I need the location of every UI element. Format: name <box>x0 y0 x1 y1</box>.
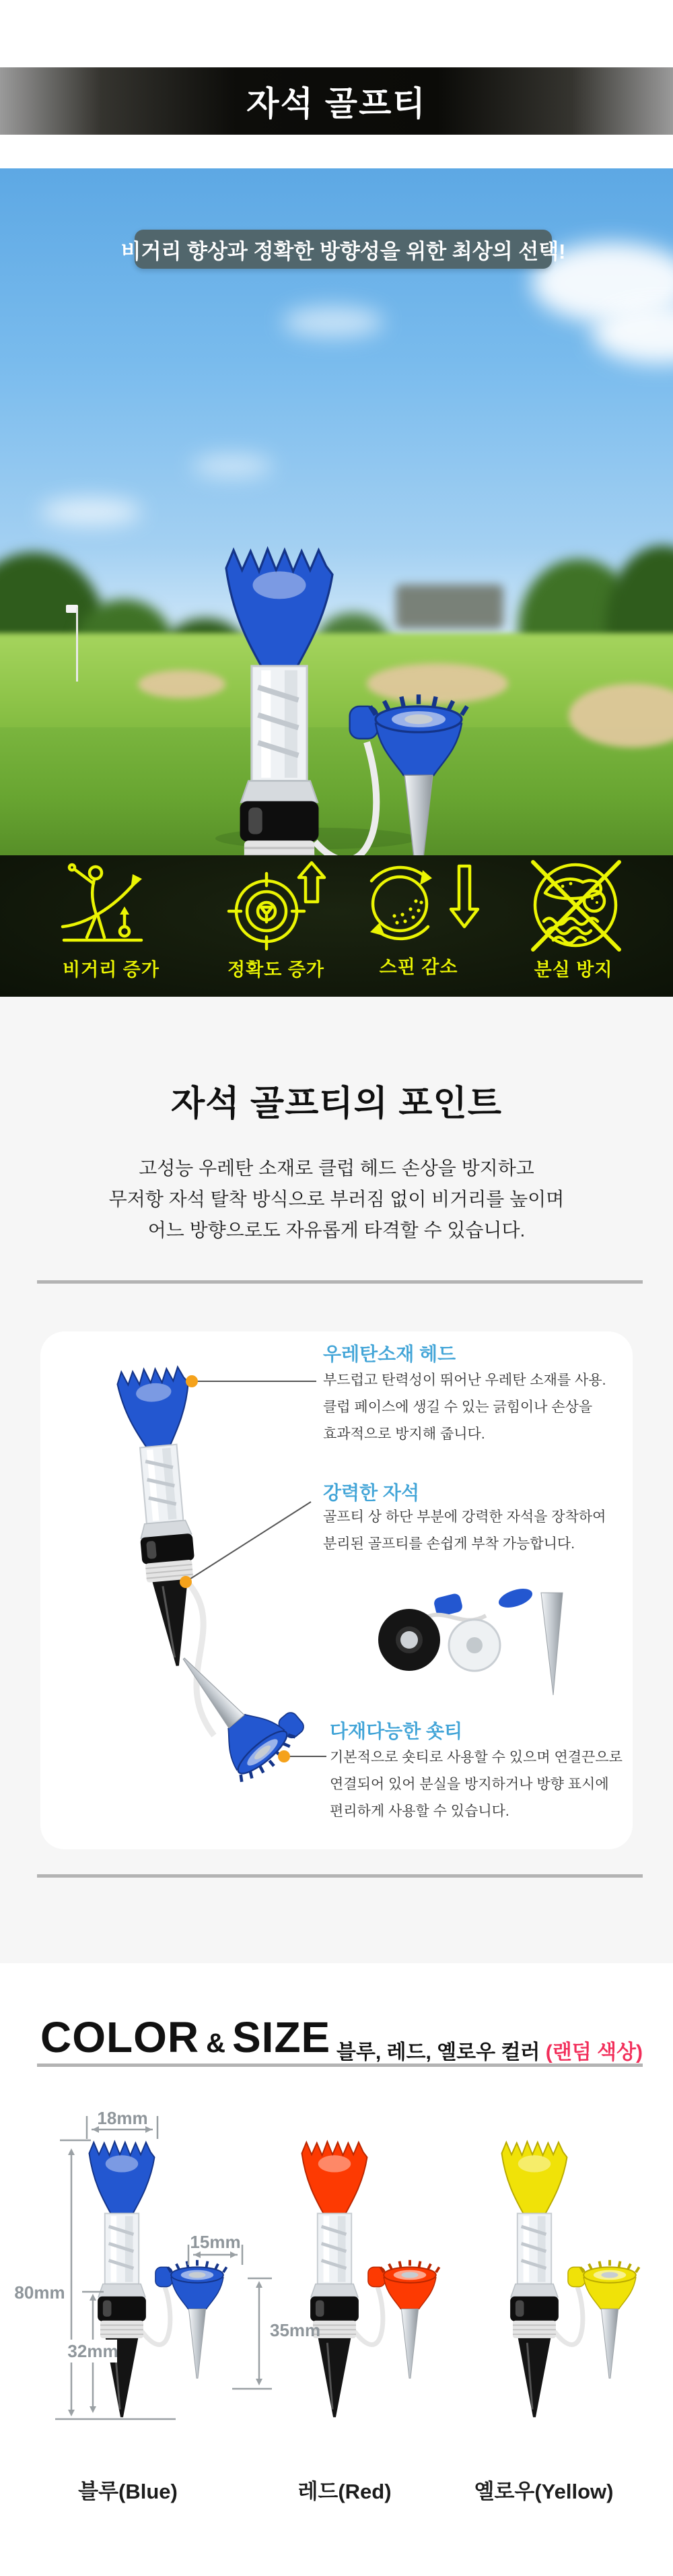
random-color-note: (랜덤 색상) <box>545 2041 643 2063</box>
feature-title: 다재다능한 숏티 <box>330 1721 463 1742</box>
color-size-title-amp: & <box>206 2028 225 2058</box>
color-size-title <box>40 2012 330 2062</box>
product-label-red: 레드(Red) <box>297 2480 392 2503</box>
benefit-label: 정확도 증가 <box>227 960 324 980</box>
product-label-yellow: 옐로우(Yellow) <box>474 2480 614 2503</box>
short-tee-blue <box>155 2260 227 2379</box>
section-divider <box>37 1280 643 1284</box>
color-size-title-color: COLOR <box>40 2013 200 2061</box>
magnet-parts-photo <box>378 1585 563 1695</box>
size-diagram <box>7 2108 653 2445</box>
page-title: 자석 골프티 <box>246 85 427 123</box>
no-loss-icon <box>518 858 633 957</box>
ball-spin-icon <box>358 861 486 953</box>
feature-line: 편리하게 사용할 수 있습니다. <box>330 1804 509 1819</box>
feature-title: 강력한 자석 <box>323 1482 420 1503</box>
dim-short-height: 35mm <box>270 2320 321 2340</box>
feature-line: 연결되어 있어 분실을 방지하거나 방향 표시에 <box>330 1777 609 1792</box>
feature-line: 분리된 골프티를 손쉽게 부착 가능합니다. <box>323 1536 575 1552</box>
dim-short-head-width: 15mm <box>190 2232 241 2252</box>
benefit-label: 분실 방지 <box>534 960 613 980</box>
points-description-line: 무저항 자석 탈착 방식으로 부러짐 없이 비거리를 높이며 <box>108 1189 565 1210</box>
feature-body <box>323 1367 606 1448</box>
dim-head-width: 18mm <box>97 2108 148 2128</box>
feature-line: 기본적으로 숏티로 사용할 수 있으며 연결끈으로 <box>330 1750 623 1765</box>
target-accuracy-icon <box>222 859 333 956</box>
hero-main-tee <box>226 549 332 855</box>
short-tee-yellow <box>568 2260 639 2379</box>
feature-line: 클럽 페이스에 생길 수 있는 긁힘이나 손상을 <box>323 1399 593 1415</box>
feature-body <box>330 1744 623 1825</box>
big-tee-red <box>302 2142 367 2417</box>
hero-badge <box>120 230 566 269</box>
benefit-label: 스핀 감소 <box>379 957 458 977</box>
hero-badge-text: 비거리 향상과 정확한 방향성을 위한 최상의 선택! <box>120 239 566 263</box>
card-main-tee <box>116 1366 213 1670</box>
points-description-line: 고성능 우레탄 소재로 클럽 헤드 손상을 방지하고 <box>139 1158 534 1179</box>
color-size-title-size: SIZE <box>232 2013 331 2061</box>
dim-total-height: 80mm <box>14 2282 65 2303</box>
dim-spike-height: 32mm <box>67 2341 118 2361</box>
section-divider <box>37 2063 643 2067</box>
feature-line: 부드럽고 탄력성이 뛰어난 우레탄 소재를 사용. <box>323 1373 606 1388</box>
section-divider <box>37 1874 643 1878</box>
feature-body <box>323 1504 606 1558</box>
feature-line: 골프티 상 하단 부분에 강력한 자석을 장착하여 <box>323 1509 606 1525</box>
big-tee-blue <box>90 2142 155 2417</box>
product-label-blue: 블루(Blue) <box>78 2480 178 2503</box>
benefit-label: 비거리 증가 <box>63 960 160 980</box>
feature-title: 우레탄소재 헤드 <box>323 1344 456 1364</box>
big-tee-yellow <box>502 2142 567 2417</box>
benefits-band <box>0 855 673 997</box>
header-bar <box>0 67 673 135</box>
color-options-text: 블루, 레드, 옐로우 컬러 <box>336 2041 546 2063</box>
points-description-line: 어느 방향으로도 자유롭게 타격할 수 있습니다. <box>147 1220 526 1241</box>
points-heading: 자석 골프티의 포인트 <box>171 1084 502 1123</box>
golfer-distance-icon <box>57 861 168 955</box>
hero-image <box>0 168 673 855</box>
short-tee-red <box>368 2260 439 2379</box>
features-card <box>40 1331 633 1849</box>
points-description <box>0 1153 673 1246</box>
hero-product-photo <box>0 168 673 855</box>
color-size-subtitle <box>336 2035 643 2065</box>
feature-line: 효과적으로 방지해 줍니다. <box>323 1426 485 1442</box>
